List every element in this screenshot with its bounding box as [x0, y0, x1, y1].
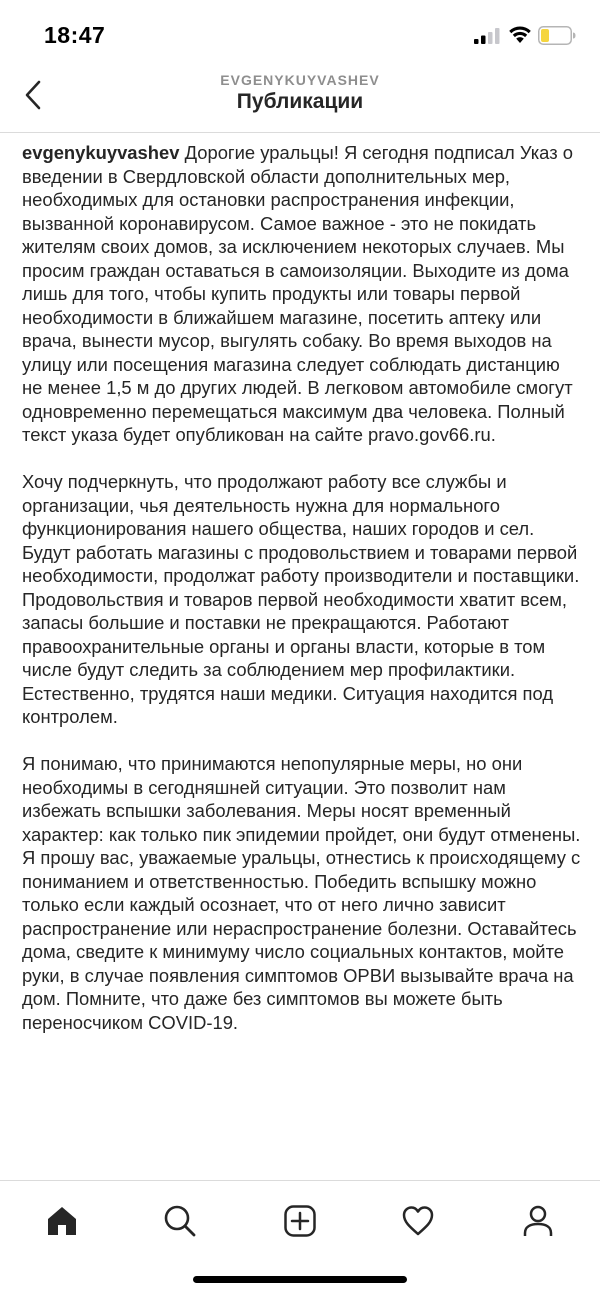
- navigation-header: [0, 70, 600, 133]
- caption-paragraph: Я понимаю, что принимаются непопулярные меры, но они необходимы в сегодняшней ситуации. Это позволит нам избежать вспышки заболевания. Меры носят временный характер: как только пик эпидемии пройдет, они будут отменены. Я прошу вас, уважаемые уральцы, отнестись к происходящему с пониманием и ответственностью. Победить вспышку можно только если каждый осознает, что от него лично зависит распространение или нераспространение болезни. Оставайтесь дома, сведите к минимуму число социальных контактов, мойте руки, в случае появления симптомов ОРВИ вызывайте врача на дом. Помните, что даже без симптомов вы можете быть переносчиком COVID-19.: [22, 753, 581, 1033]
- caption-username[interactable]: evgenykuyvashev: [22, 142, 180, 163]
- wifi-icon: [507, 24, 533, 44]
- tab-home[interactable]: [32, 1191, 92, 1251]
- search-icon: [163, 1204, 197, 1238]
- caption-paragraph: Дорогие уральцы! Я сегодня подписал Указ о введении в Свердловской области дополнительных мер, необходимых для остановки распространения инфекции, вызванной коронавирусом. Самое важное - это не покидать жителям своих домов, за исключением некоторых случаев. Мы просим граждан оставаться в самоизоляции. Выходите из дома лишь для того, чтобы купить продукты или товары первой необходимости в ближайшем магазине, посетить аптеку или врача, вынести мусор, выгулять собаку. Во время выходов на улицу или посещения магазина следует соблюдать дистанцию не менее 1,5 м до других людей. В легковом автомобиле смогут одновременно перемещаться максимум два человека. Полный текст указа будет опубликован на сайте pravo.gov66.ru.: [22, 142, 573, 445]
- caption-paragraph: Хочу подчеркнуть, что продолжают работу все службы и организации, чья деятельность нужна для нормального функционирования нашего общества, наших городов и сел. Будут работать магазины с продовольствием и товарами первой необходимости, продолжат работу производители и поставщики. Продовольствия и товаров первой необходимости хватит всем, запасы большие и поставки не прекращаются. Работают правоохранительные органы и органы власти, которые в том числе будут следить за соблюдением мер профилактики. Естественно, трудятся наши медики. Ситуация находится под контролем.: [22, 471, 580, 727]
- tab-search[interactable]: [150, 1191, 210, 1251]
- profile-icon: [521, 1204, 555, 1238]
- post-caption-area: [0, 133, 600, 1180]
- tab-profile[interactable]: [508, 1191, 568, 1251]
- new-post-icon: [283, 1204, 317, 1238]
- home-icon: [45, 1204, 79, 1238]
- tab-new-post[interactable]: [270, 1191, 330, 1251]
- home-indicator[interactable]: [193, 1276, 407, 1283]
- status-time: 18:47: [44, 22, 106, 48]
- status-bar: [0, 0, 600, 70]
- post-caption: [22, 141, 584, 1058]
- header-username: EVGENYKUYVASHEV: [220, 72, 380, 88]
- tab-activity[interactable]: [388, 1191, 448, 1251]
- page-title: Публикации: [236, 90, 364, 113]
- battery-icon: [538, 26, 576, 45]
- activity-heart-icon: [401, 1204, 435, 1238]
- bottom-tab-bar: [0, 1180, 600, 1261]
- cellular-signal-icon: [474, 27, 500, 44]
